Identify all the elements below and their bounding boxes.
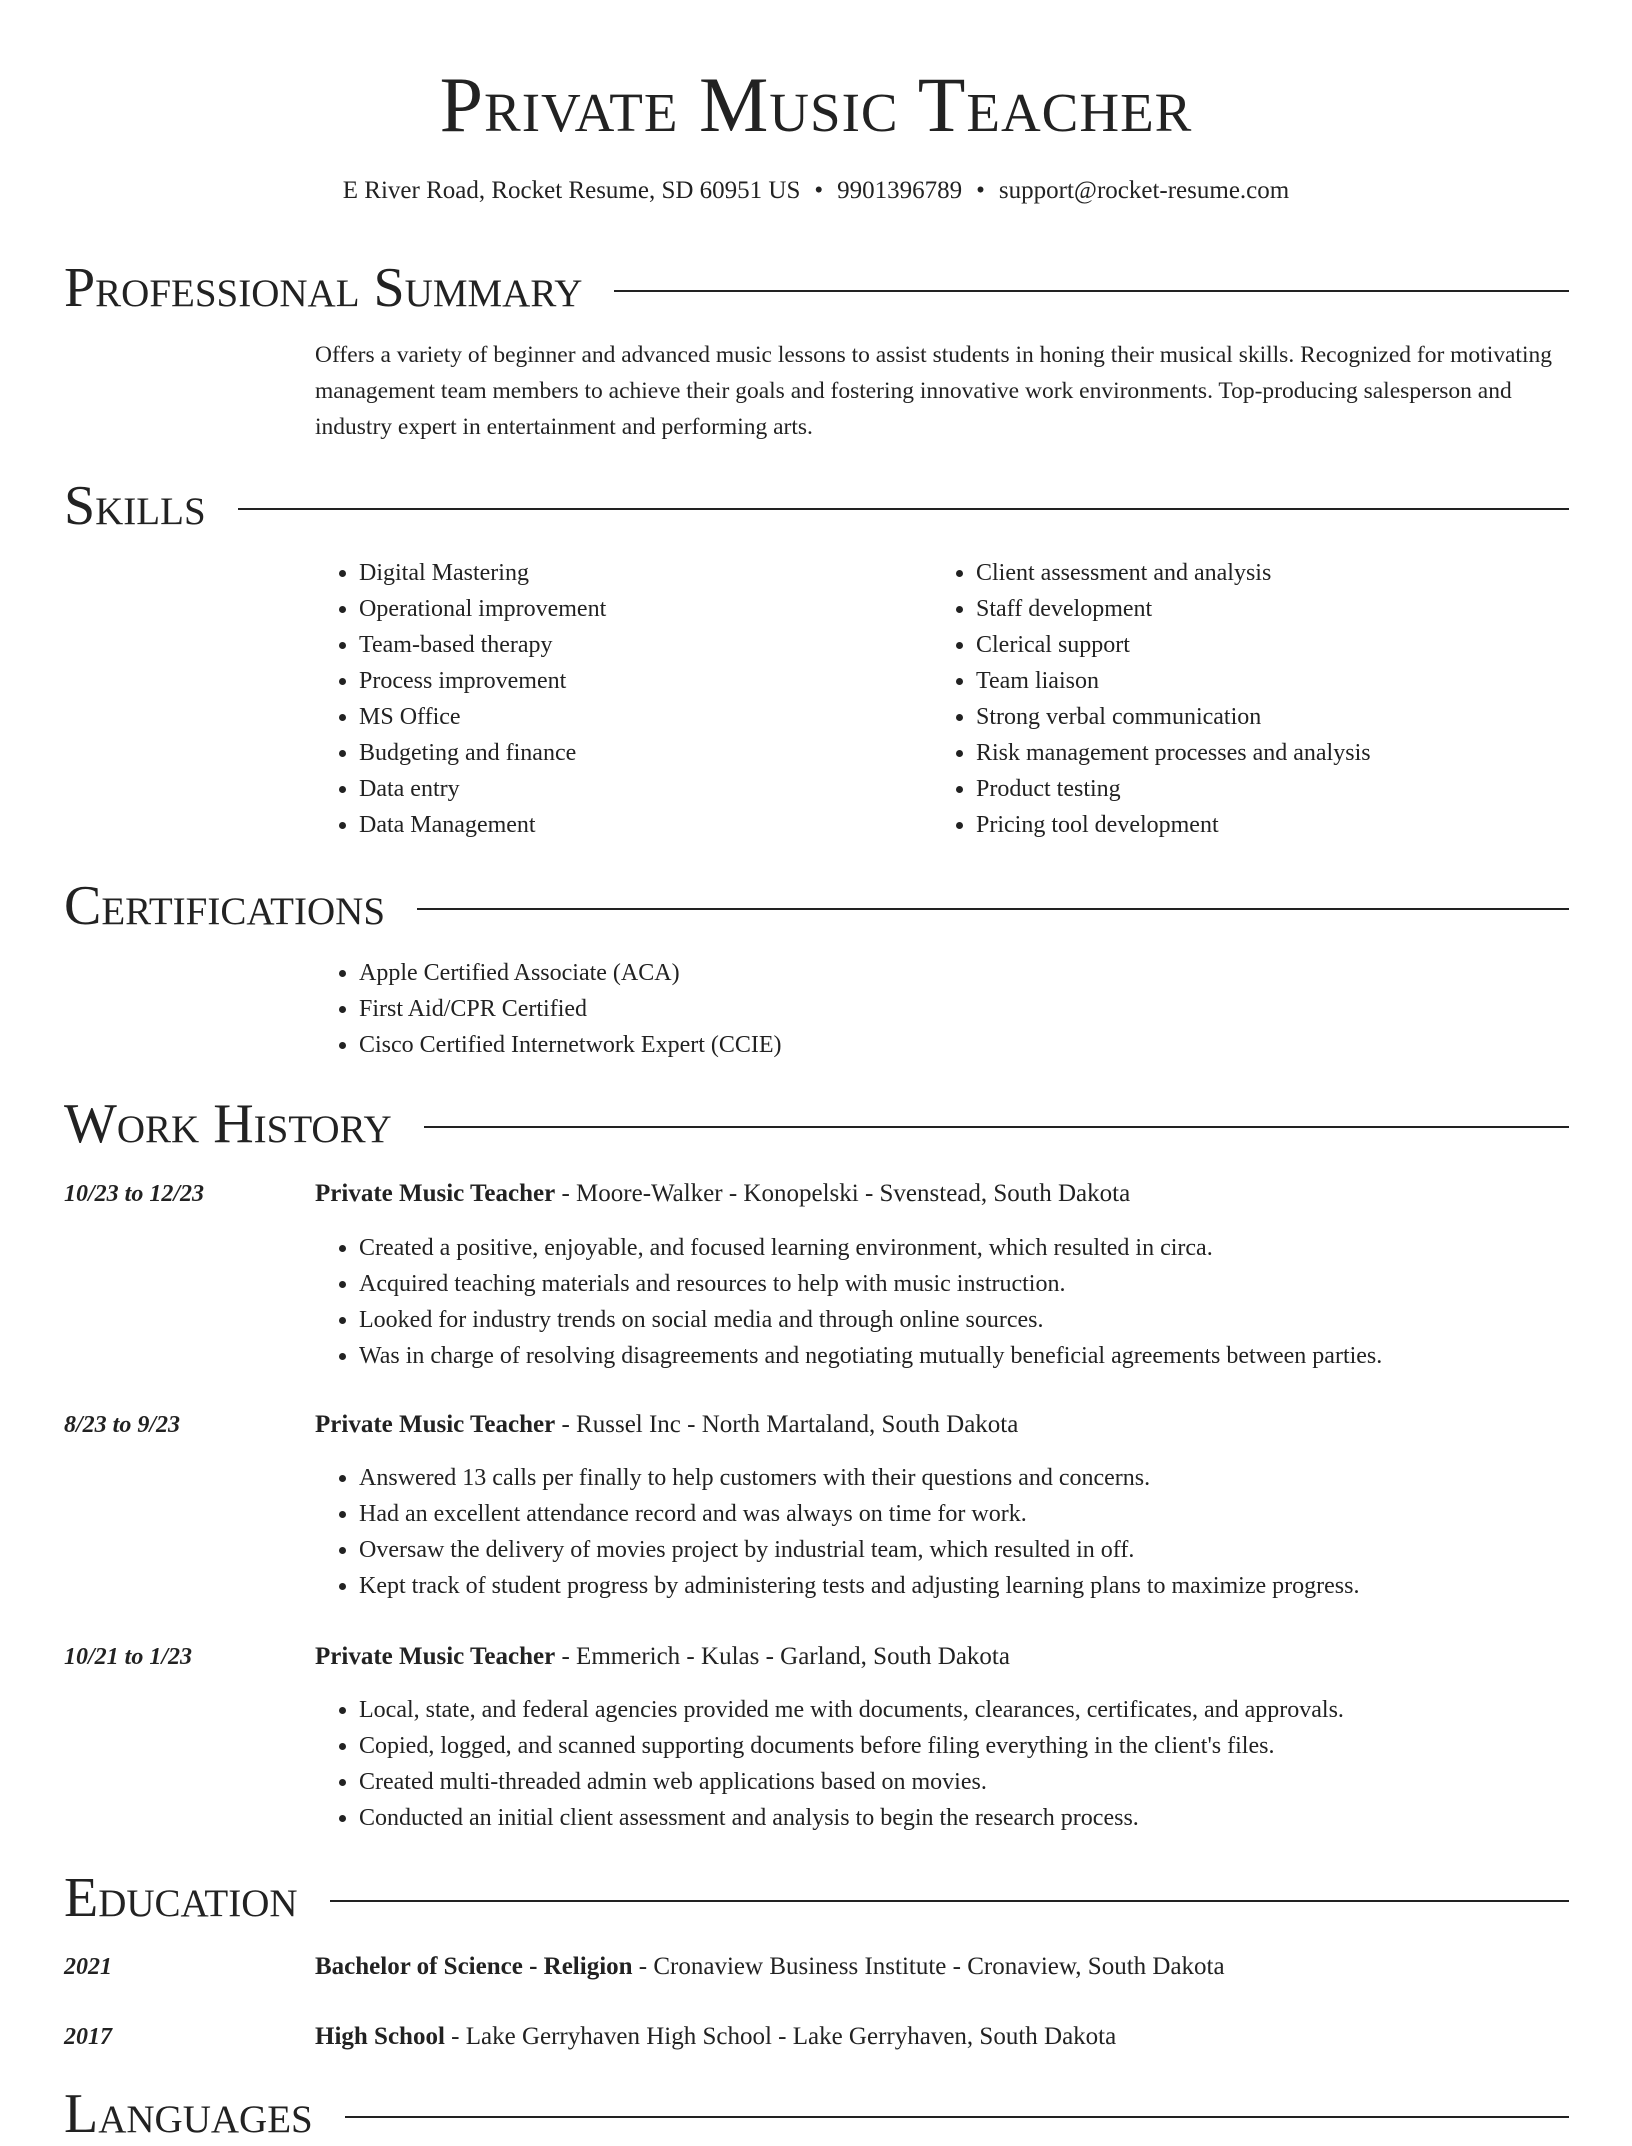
work-history-section-heading — [64, 1092, 1569, 1156]
job-bullets — [315, 1230, 1614, 1374]
education-degree: Bachelor of Science - Religion — [315, 1953, 633, 1980]
section-title: Languages — [64, 2083, 313, 2145]
job-role: Private Music Teacher — [315, 1643, 556, 1670]
job-details: - Emmerich - Kulas - Garland, South Dakota — [555, 1643, 1010, 1670]
section-divider — [417, 908, 1569, 910]
job-role: Private Music Teacher — [315, 1411, 556, 1438]
summary-section-heading — [64, 256, 1569, 320]
contact-email: support@rocket-resume.com — [998, 177, 1290, 204]
languages-section-heading — [64, 2082, 1569, 2146]
job-role: Private Music Teacher — [315, 1180, 556, 1207]
job-bullets — [315, 1692, 1614, 1836]
job-dates: 10/23 to 12/23 — [64, 1181, 205, 1207]
job-bullets — [315, 1460, 1614, 1604]
section-title: Work History — [64, 1093, 392, 1155]
list-item: • Client assessment and analysis — [976, 555, 1606, 591]
list-item: • Created multi-threaded admin web applications based on movies. — [359, 1764, 1614, 1800]
contact-separator: • — [814, 177, 824, 204]
education-details: - Lake Gerryhaven High School - Lake Gerryhaven, South Dakota — [444, 2023, 1117, 2050]
list-item: • Process improvement — [359, 663, 919, 699]
list-item: • Was in charge of resolving disagreements and negotiating mutually beneficial agreements between parties. — [359, 1338, 1614, 1374]
list-item: • Budgeting and finance — [359, 735, 919, 771]
list-item: • Data Management — [359, 807, 919, 843]
list-item: • Risk management processes and analysis — [976, 735, 1606, 771]
section-divider — [614, 290, 1569, 292]
contact-address: E River Road, Rocket Resume, SD 60951 US — [342, 177, 801, 204]
job-title-line — [315, 1640, 1570, 1674]
job-details: - Russel Inc - North Martaland, South Dakota — [555, 1411, 1019, 1438]
contact-phone: 9901396789 — [837, 177, 963, 204]
list-item: • MS Office — [359, 699, 919, 735]
education-line — [315, 2020, 1570, 2054]
education-year: 2017 — [64, 2024, 112, 2050]
job-title-line — [315, 1177, 1570, 1211]
list-item: • Oversaw the delivery of movies project by industrial team, which resulted in off. — [359, 1532, 1614, 1568]
list-item: • Acquired teaching materials and resources to help with music instruction. — [359, 1266, 1614, 1302]
contact-line — [0, 174, 1632, 208]
list-item: • Digital Mastering — [359, 555, 919, 591]
list-item: • Strong verbal communication — [976, 699, 1606, 735]
summary-text: Offers a variety of beginner and advanced music lessons to assist students in honing their musical skills. Recognized for motivating management team members to achieve their goals and fostering innovative work environments. Top-producing salesperson and industry expert in entertainment and performing arts. — [315, 342, 1552, 440]
list-item: • Conducted an initial client assessment and analysis to begin the research process. — [359, 1800, 1614, 1836]
list-item: • Product testing — [976, 771, 1606, 807]
list-item: • Had an excellent attendance record and was always on time for work. — [359, 1496, 1614, 1532]
list-item: • Copied, logged, and scanned supporting documents before filing everything in the client's files. — [359, 1728, 1614, 1764]
list-item: • Team-based therapy — [359, 627, 919, 663]
job-dates: 8/23 to 9/23 — [64, 1412, 181, 1438]
skills-section-heading — [64, 474, 1569, 538]
section-divider — [345, 2116, 1569, 2118]
list-item: • Data entry — [359, 771, 919, 807]
job-details: - Moore-Walker - Konopelski - Svenstead, South Dakota — [555, 1180, 1131, 1207]
list-item: • Staff development — [976, 591, 1606, 627]
certifications-section-heading — [64, 874, 1569, 938]
list-item: • Team liaison — [976, 663, 1606, 699]
list-item: • Operational improvement — [359, 591, 919, 627]
list-item: • Created a positive, enjoyable, and focused learning environment, which resulted in circa. — [359, 1230, 1614, 1266]
list-item: • Looked for industry trends on social media and through online sources. — [359, 1302, 1614, 1338]
list-item: • Answered 13 calls per finally to help customers with their questions and concerns. — [359, 1460, 1614, 1496]
list-item: • Clerical support — [976, 627, 1606, 663]
skills-list-left — [315, 555, 919, 843]
list-item: • Apple Certified Associate (ACA) — [359, 955, 1559, 991]
list-item: • Cisco Certified Internetwork Expert (CCIE) — [359, 1027, 1559, 1063]
skills-list-right — [932, 555, 1606, 843]
list-item: • First Aid/CPR Certified — [359, 991, 1559, 1027]
section-title: Certifications — [64, 875, 386, 937]
education-line — [315, 1950, 1570, 1984]
list-item: • Kept track of student progress by administering tests and adjusting learning plans to maximize progress. — [359, 1568, 1614, 1604]
certifications-list — [315, 955, 1559, 1063]
education-degree: High School — [315, 2023, 445, 2050]
section-title: Skills — [64, 475, 206, 537]
contact-separator: • — [976, 177, 985, 204]
section-title: Education — [64, 1867, 298, 1929]
education-details: - Cronaview Business Institute - Cronaview, South Dakota — [632, 1953, 1225, 1980]
section-divider — [424, 1126, 1569, 1128]
education-year: 2021 — [64, 1954, 112, 1980]
section-divider — [238, 508, 1569, 510]
section-divider — [330, 1900, 1569, 1902]
job-dates: 10/21 to 1/23 — [64, 1644, 193, 1670]
education-section-heading — [64, 1866, 1569, 1930]
list-item: • Local, state, and federal agencies provided me with documents, clearances, certificates, and approvals. — [359, 1692, 1614, 1728]
section-title: Professional Summary — [64, 257, 583, 319]
list-item: • Pricing tool development — [976, 807, 1606, 843]
job-title-line — [315, 1408, 1570, 1442]
candidate-name: Private Music Teacher — [439, 61, 1193, 148]
